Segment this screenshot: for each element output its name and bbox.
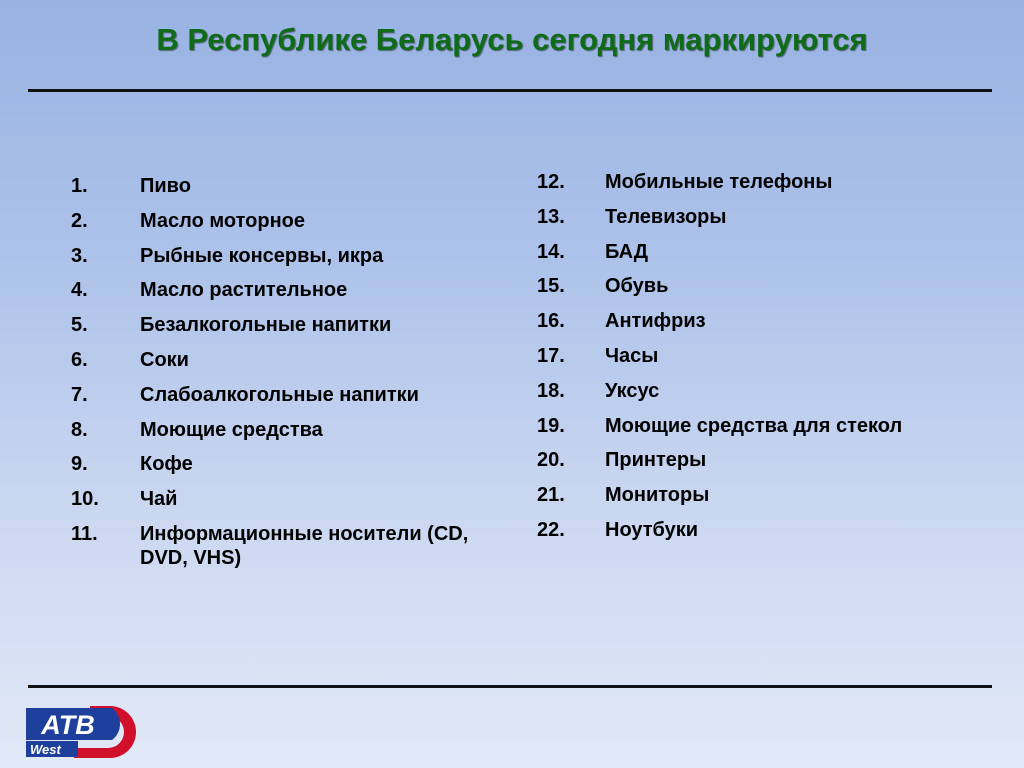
item-text: Мониторы: [605, 484, 710, 507]
list-item: [71, 174, 511, 198]
slide-title: В Республике Беларусь сегодня маркируются: [156, 22, 868, 57]
item-number: 1.: [71, 175, 88, 197]
item-text: Телевизоры: [605, 205, 727, 228]
item-number: 11.: [71, 522, 98, 545]
item-text: Ноутбуки: [605, 518, 699, 541]
item-number: 19.: [537, 414, 565, 437]
item-number: 21.: [537, 484, 565, 507]
logo-main-text: ATB: [41, 710, 95, 740]
list-item: [71, 383, 511, 407]
list-item: [537, 414, 997, 438]
item-text: Соки: [140, 348, 189, 371]
list-item: [71, 522, 511, 570]
item-text: Принтеры: [605, 449, 707, 472]
item-text: Моющие средства для стекол: [605, 414, 903, 437]
item-text: Часы: [605, 344, 659, 367]
item-number: 9.: [71, 453, 88, 476]
item-text: БАД: [605, 240, 649, 263]
item-number: 5.: [71, 314, 88, 337]
items-list-right: [537, 170, 997, 553]
list-item: [537, 205, 997, 229]
item-number: 2.: [71, 209, 88, 232]
item-text: Пиво: [140, 175, 191, 197]
item-number: 14.: [537, 240, 565, 263]
list-item: [71, 278, 511, 302]
item-text: Уксус: [605, 379, 660, 402]
list-item: [71, 209, 511, 233]
item-number: 10.: [71, 488, 99, 511]
items-list-left: [71, 174, 511, 581]
atb-west-logo: [22, 700, 146, 760]
list-item: [71, 348, 511, 372]
item-number: 8.: [71, 418, 88, 441]
list-item: [71, 487, 511, 511]
item-number: 22.: [537, 518, 565, 541]
item-number: 17.: [537, 344, 565, 367]
item-number: 18.: [537, 379, 565, 402]
item-text: Обувь: [605, 275, 669, 298]
item-text: Моющие средства: [140, 418, 323, 441]
list-item: [537, 170, 997, 194]
item-number: 12.: [537, 171, 565, 193]
list-item: [537, 448, 997, 472]
list-item: [537, 274, 997, 298]
list-item: [537, 344, 997, 368]
list-item: [71, 452, 511, 476]
item-text: Масло растительное: [140, 279, 348, 302]
item-text: Масло моторное: [140, 209, 305, 232]
item-number: 6.: [71, 348, 88, 371]
item-number: 15.: [537, 275, 565, 298]
item-text: Мобильные телефоны: [605, 171, 833, 193]
item-text: Чай: [140, 488, 178, 511]
list-item: [537, 240, 997, 264]
item-text: Слабоалкогольные напитки: [140, 383, 419, 406]
list-item: [537, 483, 997, 507]
item-text: Информационные носители (CD, DVD, VHS): [140, 522, 469, 569]
list-item: [71, 244, 511, 268]
item-number: 4.: [71, 279, 88, 302]
item-text: Рыбные консервы, икра: [140, 244, 384, 267]
list-item: [537, 518, 997, 542]
item-number: 20.: [537, 449, 565, 472]
list-item: [537, 379, 997, 403]
item-number: 7.: [71, 383, 88, 406]
title-divider: [28, 89, 992, 92]
footer-divider: [28, 685, 992, 688]
item-number: 16.: [537, 310, 565, 333]
item-text: Кофе: [140, 453, 193, 476]
item-number: 3.: [71, 244, 88, 267]
item-text: Безалкогольные напитки: [140, 314, 392, 337]
list-item: [537, 309, 997, 333]
item-number: 13.: [537, 205, 565, 228]
list-item: [71, 313, 511, 337]
logo-sub-text: West: [30, 742, 61, 757]
item-text: Антифриз: [605, 310, 706, 333]
list-item: [71, 418, 511, 442]
